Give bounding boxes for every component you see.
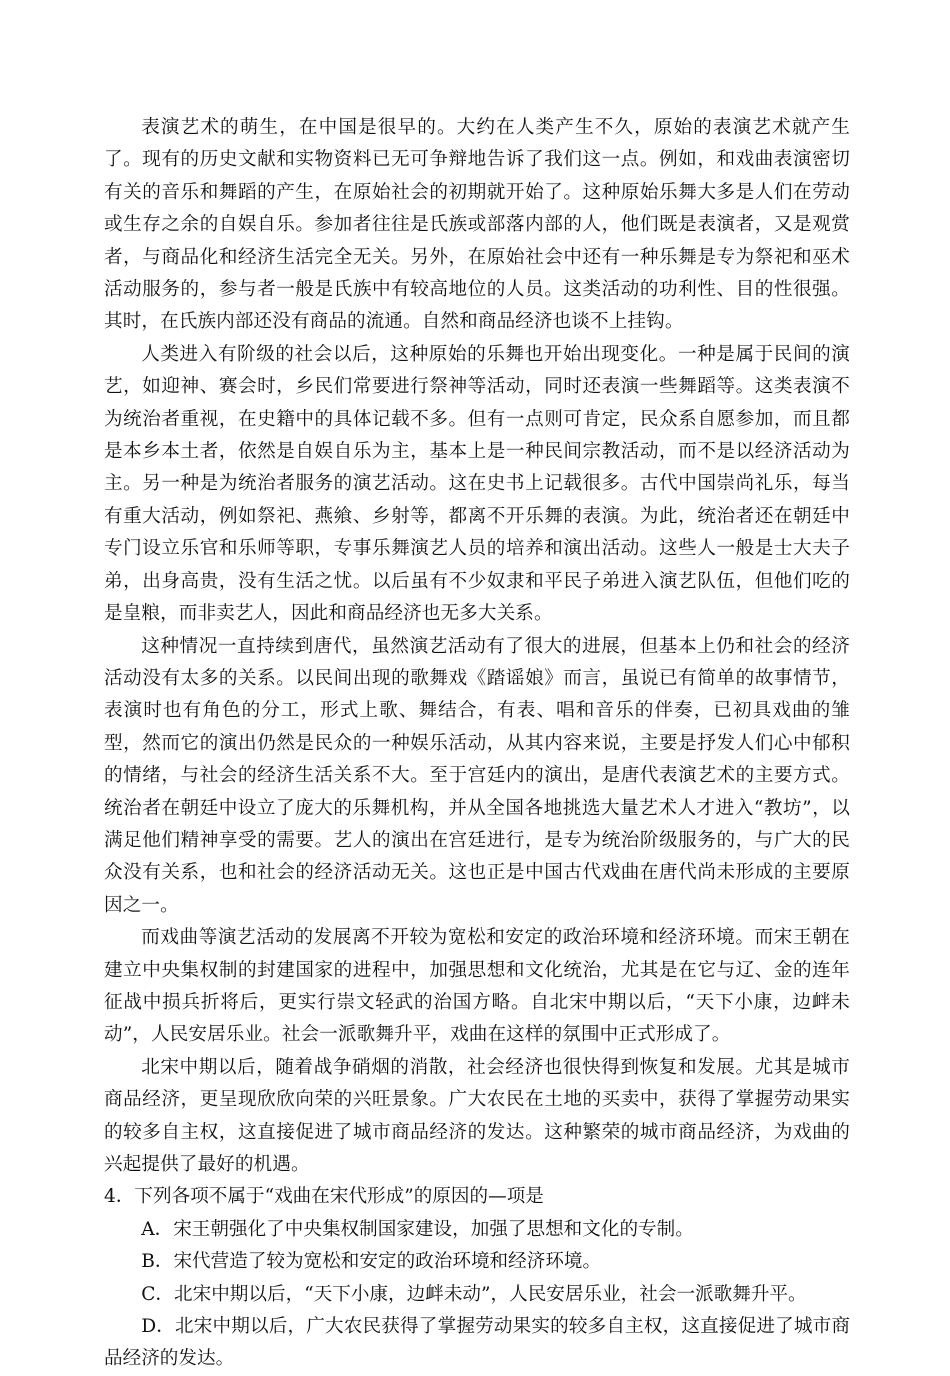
reading-passage <box>104 112 850 1181</box>
option-d: D．北宋中期以后，广大农民获得了掌握劳动果实的较多自主权，这直接促进了城市商品经济的发达。 <box>104 1316 850 1370</box>
exam-page <box>104 112 850 1376</box>
passage-paragraph-2: 人类进入有阶级的社会以后，这种原始的乐舞也开始出现变化。一种是属于民间的演艺，如迎神、赛会时，乡民们常要进行祭神等活动，同时还表演一些舞蹈等。这类表演不为统治者重视，在史籍中的具体记载不多。但有一点则可肯定，民众系自愿参加，而且都是本乡本土者，依然是自娱自乐为主，基本上是一种民间宗教活动，而不是以经济活动为主。另一种是为统治者服务的演艺活动。这在史书上记载很多。古代中国崇尚礼乐，每当有重大活动，例如祭祀、燕飨、乡射等，都离不开乐舞的表演。为此，统治者还在朝廷中专门设立乐官和乐师等职，专事乐舞演艺人员的培养和演出活动。这些人一般是士大夫子弟，出身高贵，没有生活之忧。以后虽有不少奴隶和平民子弟进入演艺队伍，但他们吃的是皇粮，而非卖艺人，因此和商品经济也无多大关系。 <box>104 343 850 625</box>
option-a: A．宋王朝强化了中央集权制国家建设，加强了思想和文化的专制。 <box>141 1218 694 1240</box>
passage-paragraph-4: 而戏曲等演艺活动的发展离不开较为宽松和安定的政治环境和经济环境。而宋王朝在建立中央集权制的封建国家的进程中，加强思想和文化统治，尤其是在它与辽、金的连年征战中损兵折将后，更实行崇文轻武的治国方略。自北宋中期以后，“天下小康，边衅未动”，人民安居乐业。社会一派歌舞升平，戏曲在这样的氛围中正式形成了。 <box>104 927 850 1046</box>
question-4 <box>104 1181 850 1375</box>
passage-paragraph-1: 表演艺术的萌生，在中国是很早的。大约在人类产生不久，原始的表演艺术就产生了。现有的历史文献和实物资料已无可争辩地告诉了我们这一点。例如，和戏曲表演密切有关的音乐和舞蹈的产生，在原始社会的初期就开始了。这种原始乐舞大多是人们在劳动或生存之余的自娱自乐。参加者往往是氏族或部落内部的人，他们既是表演者，又是观赏者，与商品化和经济生活完全无关。另外，在原始社会中还有一种乐舞是专为祭祀和巫术活动服务的，参与者一般是氏族中有较高地位的人员。这类活动的功利性、目的性很强。其时，在氏族内部还没有商品的流通。自然和商品经济也谈不上挂钩。 <box>104 117 850 333</box>
passage-paragraph-5: 北宋中期以后，随着战争硝烟的消散，社会经济也很快得到恢复和发展。尤其是城市商品经济，更呈现欣欣向荣的兴旺景象。广大农民在土地的买卖中，获得了掌握劳动果实的较多自主权，这直接促进了城市商品经济的发达。这种繁荣的城市商品经济，为戏曲的兴起提供了最好的机遇。 <box>104 1056 850 1175</box>
option-c: C．北宋中期以后，“天下小康，边衅未动”，人民安居乐业，社会一派歌舞升平。 <box>141 1283 807 1305</box>
passage-paragraph-3: 这种情况一直持续到唐代，虽然演艺活动有了很大的进展，但基本上仍和社会的经济活动没有太多的关系。以民间出现的歌舞戏《踏谣娘》而言，虽说已有简单的故事情节，表演时也有角色的分工，形式上歌、舞结合，有表、唱和音乐的伴奏，已初具戏曲的雏型，然而它的演出仍然是民众的一种娱乐活动，从其内容来说，主要是抒发人们心中郁积的情绪，与社会的经济生活关系不大。至于宫廷内的演出，是唐代表演艺术的主要方式。统治者在朝廷中设立了庞大的乐舞机构，并从全国各地挑选大量艺术人才进入“教坊”，以满足他们精神享受的需要。艺人的演出在宫廷进行，是专为统治阶级服务的，与广大的民众没有关系，也和社会的经济活动无关。这也正是中国古代戏曲在唐代尚未形成的主要原因之一。 <box>104 635 850 916</box>
question-stem: 4．下列各项不属于“戏曲在宋代形成”的原因的—项是 <box>104 1186 544 1208</box>
option-b: B．宋代营造了较为宽松和安定的政治环境和经济环境。 <box>141 1251 602 1273</box>
